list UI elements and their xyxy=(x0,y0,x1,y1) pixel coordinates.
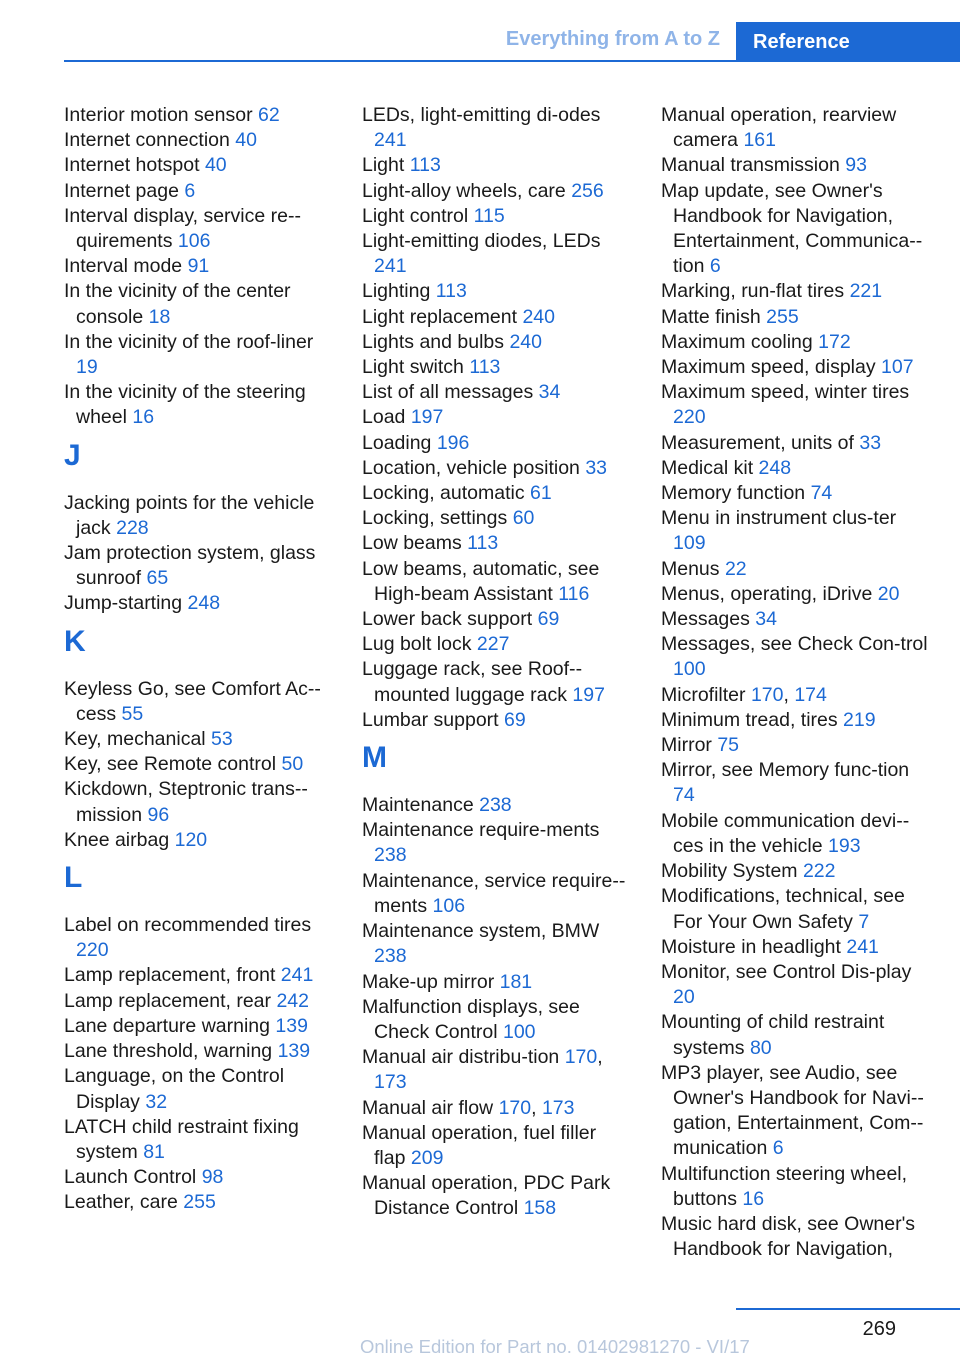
index-entry xyxy=(362,279,632,304)
index-entry xyxy=(661,607,931,632)
page-reference-link[interactable]: 248 xyxy=(758,456,792,479)
index-term: Menus xyxy=(661,557,720,580)
page-reference-link[interactable]: 50 xyxy=(281,753,304,776)
index-term: Lane threshold, warning xyxy=(64,1040,273,1063)
index-entry xyxy=(661,431,931,456)
index-term: Maximum cooling xyxy=(661,330,813,353)
index-entry xyxy=(362,531,632,556)
index-letter-heading: J xyxy=(64,438,81,472)
index-term: Memory function xyxy=(661,482,806,505)
index-term: Internet page xyxy=(64,179,179,202)
index-term: Lumbar support xyxy=(362,708,499,731)
index-term: Menus, operating, iDrive xyxy=(661,582,873,605)
index-entry xyxy=(64,727,334,752)
index-term: LEDs, light-emitting di-odes xyxy=(362,104,601,126)
index-entry xyxy=(64,128,334,153)
page-reference-link[interactable]: 22 xyxy=(724,557,747,580)
page-reference-link[interactable]: 116 xyxy=(558,582,590,605)
page-reference-link[interactable]: 74 xyxy=(810,482,833,505)
index-entry xyxy=(661,582,931,607)
page-reference-link[interactable]: 113 xyxy=(467,532,499,555)
index-entry xyxy=(661,859,931,884)
page-reference-link[interactable]: 20 xyxy=(877,582,900,605)
page-reference-link[interactable]: 33 xyxy=(859,431,882,454)
index-entry: Manual air distribu-tion 170, 173 xyxy=(362,1046,603,1094)
index-term: Light-emitting diodes, LEDs xyxy=(362,230,601,253)
index-term: Matte finish xyxy=(661,305,761,328)
page-reference-link[interactable]: 139 xyxy=(277,1040,311,1063)
index-entry xyxy=(64,1165,334,1190)
page-reference-link[interactable]: 241 xyxy=(846,935,879,958)
index-entry xyxy=(661,884,931,934)
index-entry xyxy=(64,752,334,777)
index-term: Lights and bulbs xyxy=(362,330,505,353)
index-entry xyxy=(661,758,931,808)
page-reference-link[interactable]: 238 xyxy=(479,794,512,817)
index-entry xyxy=(661,279,931,304)
index-entry xyxy=(64,103,334,128)
index-entry xyxy=(362,657,632,707)
index-entry xyxy=(661,733,931,758)
index-term: Make-up mirror xyxy=(362,970,495,993)
index-term: Mobility System xyxy=(661,860,798,883)
index-entry xyxy=(64,828,334,853)
page-reference-link[interactable]: 40 xyxy=(204,154,227,177)
index-entry xyxy=(362,970,632,995)
page-reference-link[interactable]: 181 xyxy=(499,970,533,993)
index-term: Light control xyxy=(362,204,469,227)
page-reference-link[interactable]: 61 xyxy=(530,482,552,505)
page-reference-link[interactable]: 6 xyxy=(772,1137,784,1160)
index-entry xyxy=(64,989,334,1014)
index-entry xyxy=(661,809,931,859)
page-reference-link[interactable]: 196 xyxy=(436,431,470,454)
page-reference-link[interactable]: 241 xyxy=(374,129,407,152)
index-entry xyxy=(362,103,632,153)
index-entry xyxy=(661,1162,931,1212)
index-entry xyxy=(661,632,931,682)
page-reference-link[interactable]: 32 xyxy=(145,1090,168,1113)
index-term: Kickdown, Steptronic trans-mission xyxy=(64,778,308,826)
page-reference-link[interactable]: 106 xyxy=(432,894,466,917)
index-entry xyxy=(64,1014,334,1039)
index-entry xyxy=(661,456,931,481)
index-entry xyxy=(362,179,632,204)
index-entry xyxy=(661,1212,931,1262)
page-reference-link[interactable]: 256 xyxy=(571,179,604,202)
page-reference-link[interactable]: 227 xyxy=(476,633,510,656)
page-reference-link[interactable]: 16 xyxy=(742,1187,765,1210)
index-entry xyxy=(661,506,931,556)
index-term: Jam protection system, glass sunroof xyxy=(64,542,316,590)
page-header xyxy=(0,0,960,62)
index-entry xyxy=(362,632,632,657)
index-term: Microfilter xyxy=(661,683,746,706)
index-term: Low beams xyxy=(362,532,462,555)
page-reference-link[interactable]: 222 xyxy=(802,860,836,883)
index-term: Measurement, units of xyxy=(661,431,854,454)
index-entry xyxy=(362,793,632,818)
index-entry xyxy=(64,491,334,541)
index-entry xyxy=(64,777,334,827)
index-entry xyxy=(362,330,632,355)
page-reference-link[interactable]: 91 xyxy=(187,255,210,278)
section-title: Everything from A to Z xyxy=(505,28,720,50)
index-term: Multifunction steering wheel, buttons xyxy=(661,1162,908,1210)
page-reference-link[interactable]: 69 xyxy=(537,608,560,631)
index-term: Manual air flow xyxy=(362,1096,494,1119)
index-entry xyxy=(661,305,931,330)
edition-footer: Online Edition for Part no. 01402981270 - VI/17 xyxy=(360,1336,750,1357)
index-term: Minimum tread, tires xyxy=(661,708,838,731)
index-term: Label on recommended tires xyxy=(64,914,312,937)
index-entry xyxy=(64,1039,334,1064)
index-term: Jacking points for the vehicle jack xyxy=(64,491,315,539)
index-entry xyxy=(661,1010,931,1060)
page-reference-link[interactable]: 33 xyxy=(585,456,608,479)
index-entry xyxy=(64,541,334,591)
index-column-3 xyxy=(661,103,931,1262)
index-term: In the vicinity of the center console xyxy=(64,280,291,328)
index-entry xyxy=(661,103,931,153)
page-reference-link[interactable]: 80 xyxy=(749,1036,772,1059)
index-term: LATCH child restraint fixing system xyxy=(64,1115,299,1163)
page-reference-link[interactable]: 170 xyxy=(750,683,784,706)
page-reference-link[interactable]: 174 xyxy=(794,683,827,706)
page-reference-link[interactable]: 170 xyxy=(564,1046,598,1069)
page-reference-link[interactable]: 20 xyxy=(673,986,695,1009)
index-term: MP3 player, see Audio, see Owner's Handbook for Navi-gation, Entertainment, Com-munication xyxy=(661,1061,924,1160)
page-reference-link[interactable]: 7 xyxy=(858,910,870,933)
page-reference-link[interactable]: 19 xyxy=(76,356,98,379)
index-term: Lane departure warning xyxy=(64,1014,270,1037)
page-reference-link[interactable]: 6 xyxy=(709,255,721,278)
page-reference-link[interactable]: 173 xyxy=(374,1071,407,1094)
page-reference-link[interactable]: 219 xyxy=(843,708,876,731)
page-reference-link[interactable]: 34 xyxy=(538,381,561,404)
index-term: Manual air distribu-tion xyxy=(362,1046,560,1069)
index-term: Maintenance xyxy=(362,794,474,817)
page-reference-link[interactable]: 193 xyxy=(828,834,861,857)
index-entry xyxy=(362,506,632,531)
index-entry xyxy=(661,708,931,733)
index-term: Medical kit xyxy=(661,456,754,479)
index-term: Maximum speed, winter tires xyxy=(661,381,910,404)
index-entry xyxy=(362,355,632,380)
index-term: Key, mechanical xyxy=(64,728,206,751)
page-reference-link[interactable]: 98 xyxy=(201,1166,224,1189)
page-reference-link[interactable]: 109 xyxy=(673,532,706,555)
index-term: List of all messages xyxy=(362,381,534,404)
page-reference-link[interactable]: 197 xyxy=(410,406,444,429)
index-term: Language, on the Control Display xyxy=(64,1065,285,1113)
index-entry xyxy=(661,153,931,178)
page-reference-link[interactable]: 60 xyxy=(512,507,535,530)
index-term: Lamp replacement, rear xyxy=(64,989,272,1012)
index-term: Maintenance, service require-ments xyxy=(362,869,626,917)
index-entry xyxy=(362,229,632,279)
index-term: Key, see Remote control xyxy=(64,753,277,776)
reference-tab: Reference xyxy=(736,22,960,62)
index-term: Lower back support xyxy=(362,608,533,631)
index-term: Mirror xyxy=(661,734,712,757)
index-entry xyxy=(64,254,334,279)
index-entry xyxy=(362,607,632,632)
page-reference-link[interactable]: 197 xyxy=(572,683,605,706)
page-reference-link[interactable]: 238 xyxy=(374,844,407,867)
index-term: Launch Control xyxy=(64,1166,197,1189)
page-reference-link[interactable]: 18 xyxy=(148,305,171,328)
index-term: Mirror, see Memory func-tion xyxy=(661,759,910,782)
index-entry: Manual air flow 170, 173 xyxy=(362,1096,575,1119)
index-entry xyxy=(362,431,632,456)
index-entry xyxy=(64,963,334,988)
index-column-2 xyxy=(362,103,632,1222)
page-reference-link[interactable]: 242 xyxy=(276,989,309,1012)
page-reference-link[interactable]: 6 xyxy=(184,179,196,202)
index-entry xyxy=(362,1171,632,1221)
index-term: Music hard disk, see Owner's Handbook for Navigation, xyxy=(661,1212,916,1261)
index-term: Interval mode xyxy=(64,255,183,278)
index-term: Modifications, technical, see For Your Own Safety xyxy=(661,885,905,933)
index-term: Light xyxy=(362,154,405,177)
index-entry xyxy=(661,355,931,380)
page-reference-link[interactable]: 240 xyxy=(522,305,555,328)
page-reference-link[interactable]: 173 xyxy=(541,1096,575,1119)
page-reference-link[interactable]: 139 xyxy=(275,1014,308,1037)
index-letter-heading: L xyxy=(64,861,83,895)
index-term: Messages, see Check Con-trol xyxy=(661,633,928,656)
index-term: Loading xyxy=(362,431,432,454)
index-term: Jump-starting xyxy=(64,592,183,615)
index-term: Keyless Go, see Comfort Ac-cess xyxy=(64,677,321,725)
index-entry xyxy=(64,279,334,329)
index-term: Low beams, automatic, see High-beam Assistant xyxy=(362,557,600,605)
index-term: Internet connection xyxy=(64,129,230,152)
index-entry xyxy=(64,1190,334,1215)
index-term: Manual operation, PDC Park Distance Control xyxy=(362,1172,611,1220)
index-term: Locking, settings xyxy=(362,507,508,530)
index-entry xyxy=(661,935,931,960)
index-entry xyxy=(362,1121,632,1171)
index-term: Light-alloy wheels, care xyxy=(362,179,566,202)
index-term: Lamp replacement, front xyxy=(64,964,276,987)
page-reference-link[interactable]: 228 xyxy=(116,516,149,539)
index-term: Leather, care xyxy=(64,1191,178,1214)
index-term: Manual operation, rearview camera xyxy=(661,104,897,152)
index-term: Mounting of child restraint systems xyxy=(661,1011,885,1059)
index-entry xyxy=(64,204,334,254)
index-entry xyxy=(362,305,632,330)
index-entry xyxy=(362,380,632,405)
index-entry xyxy=(362,153,632,178)
index-term: Load xyxy=(362,406,406,429)
index-term: Moisture in headlight xyxy=(661,935,841,958)
page-reference-link[interactable]: 75 xyxy=(717,734,740,757)
index-term: Lug bolt lock xyxy=(362,633,472,656)
index-entry xyxy=(661,380,931,430)
page-reference-link[interactable]: 106 xyxy=(177,230,211,253)
page-reference-link[interactable]: 81 xyxy=(143,1140,165,1163)
index-term: Internet hotspot xyxy=(64,154,200,177)
index-entry xyxy=(64,153,334,178)
header-rule xyxy=(64,60,960,62)
index-entry xyxy=(661,960,931,1010)
page-reference-link[interactable]: 113 xyxy=(409,154,441,177)
page-reference-link[interactable]: 170 xyxy=(498,1096,532,1119)
page-reference-link[interactable]: 209 xyxy=(410,1146,444,1169)
index-term: Interior motion sensor xyxy=(64,104,253,126)
index-entry xyxy=(661,1061,931,1162)
index-term: Messages xyxy=(661,608,750,631)
page-reference-link[interactable]: 40 xyxy=(235,129,257,152)
index-entry xyxy=(362,456,632,481)
page-reference-link[interactable]: 113 xyxy=(469,356,501,379)
page-reference-link[interactable]: 120 xyxy=(174,828,208,851)
index-term: Lighting xyxy=(362,280,431,303)
index-term: Maximum speed, display xyxy=(661,356,876,379)
index-term: Monitor, see Control Dis-play xyxy=(661,960,912,983)
index-entry xyxy=(64,677,334,727)
index-term: Manual transmission xyxy=(661,154,840,177)
page-reference-link[interactable]: 220 xyxy=(76,939,109,962)
index-entry xyxy=(362,557,632,607)
page-reference-link[interactable]: 241 xyxy=(280,964,314,987)
page-reference-link[interactable]: 96 xyxy=(147,803,170,826)
index-entry xyxy=(64,913,334,963)
page-reference-link[interactable]: 158 xyxy=(523,1197,557,1220)
page-reference-link[interactable]: 220 xyxy=(673,406,706,429)
index-entry xyxy=(362,995,632,1045)
index-term: Interval display, service re-quirements xyxy=(64,204,301,253)
index-entry xyxy=(362,708,632,733)
index-letter-heading: K xyxy=(64,624,86,658)
index-term: Map update, see Owner's Handbook for Navigation, Entertainment, Communica-tion xyxy=(661,179,923,278)
index-entry xyxy=(64,380,334,430)
page-reference-link[interactable]: 115 xyxy=(473,204,505,227)
page-reference-link[interactable]: 240 xyxy=(509,330,542,353)
index-term: Manual operation, fuel filler flap xyxy=(362,1121,597,1169)
index-term: In the vicinity of the steering wheel xyxy=(64,381,306,429)
index-term: Light replacement xyxy=(362,305,518,328)
index-entry xyxy=(362,869,632,919)
index-term: Locking, automatic xyxy=(362,482,525,505)
page-reference-link[interactable]: 55 xyxy=(121,702,144,725)
index-entry xyxy=(362,818,632,868)
index-entry xyxy=(64,591,334,616)
index-term: Marking, run-flat tires xyxy=(661,280,845,303)
page-reference-link[interactable]: 74 xyxy=(673,784,695,807)
index-column-1 xyxy=(64,103,334,1216)
page-reference-link[interactable]: 34 xyxy=(755,608,777,631)
page-reference-link[interactable]: 238 xyxy=(374,945,407,968)
index-entry xyxy=(362,204,632,229)
page-number: 269 xyxy=(862,1318,896,1340)
page-reference-link[interactable]: 62 xyxy=(258,104,280,126)
page-reference-link[interactable]: 255 xyxy=(183,1191,216,1214)
page-reference-link[interactable]: 65 xyxy=(146,567,169,590)
page-reference-link[interactable]: 172 xyxy=(818,330,851,353)
index-entry xyxy=(661,179,931,280)
index-entry xyxy=(362,481,632,506)
page-reference-link[interactable]: 113 xyxy=(435,280,467,303)
page-reference-link[interactable]: 248 xyxy=(187,592,221,615)
index-term: Location, vehicle position xyxy=(362,456,580,479)
index-term: Maintenance system, BMW xyxy=(362,920,600,943)
index-term: Light switch xyxy=(362,356,464,379)
index-entry: Microfilter 170, 174 xyxy=(661,683,827,706)
index-term: Menu in instrument clus-ter xyxy=(661,507,897,530)
index-entry xyxy=(64,179,334,204)
index-term: Knee airbag xyxy=(64,828,170,851)
index-term: Mobile communication devi-ces in the vehicle xyxy=(661,809,910,857)
index-entry xyxy=(362,919,632,969)
page-reference-link[interactable]: 255 xyxy=(766,305,799,328)
page-reference-link[interactable]: 69 xyxy=(504,708,526,731)
footer-rule xyxy=(736,1308,960,1310)
index-term: In the vicinity of the roof-liner xyxy=(64,330,314,353)
page-reference-link[interactable]: 100 xyxy=(502,1020,536,1043)
index-entry xyxy=(64,330,334,380)
page-reference-link[interactable]: 93 xyxy=(845,154,867,177)
index-entry xyxy=(661,481,931,506)
page-reference-link[interactable]: 16 xyxy=(132,406,155,429)
page-reference-link[interactable]: 161 xyxy=(743,129,776,152)
page-reference-link[interactable]: 107 xyxy=(881,356,914,379)
page-reference-link[interactable]: 241 xyxy=(374,255,407,278)
index-entry xyxy=(362,405,632,430)
index-entry xyxy=(661,557,931,582)
page-reference-link[interactable]: 221 xyxy=(849,280,883,303)
page-reference-link[interactable]: 53 xyxy=(211,728,233,751)
index-term: Malfunction displays, see Check Control xyxy=(362,995,580,1043)
index-term: Maintenance require-ments xyxy=(362,819,600,842)
index-term: Luggage rack, see Roof-mounted luggage rack xyxy=(362,658,583,706)
page-reference-link[interactable]: 100 xyxy=(673,658,706,681)
index-letter-heading: M xyxy=(362,741,387,775)
index-entry xyxy=(64,1115,334,1165)
index-entry xyxy=(661,330,931,355)
index-entry xyxy=(64,1064,334,1114)
